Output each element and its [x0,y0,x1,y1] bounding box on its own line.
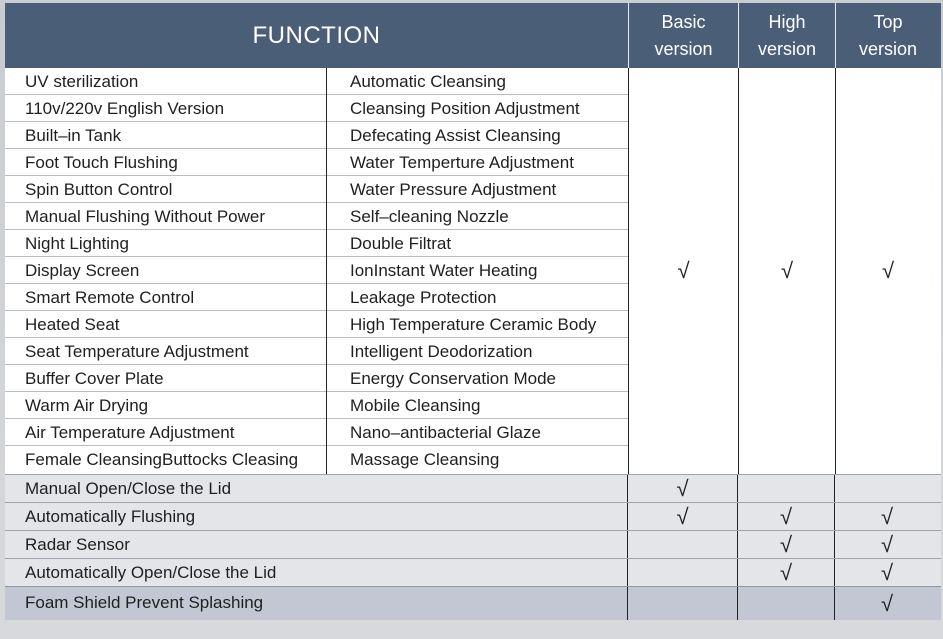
feature-cell: UV sterilization [5,68,326,95]
common-features-block [5,68,941,474]
comparison-table [5,3,941,620]
top-version-header [836,3,940,68]
feature-cell: Automatic Cleansing [327,68,628,95]
high-version-header [739,3,836,68]
header-line: Top [873,11,903,32]
feature-cell: Nano–antibacterial Glaze [327,419,628,446]
feature-cell: Spin Button Control [5,176,326,203]
table-row [5,502,941,530]
feature-cell: Energy Conservation Mode [327,365,628,392]
feature-cell: Manual Flushing Without Power [5,203,326,230]
table-row [5,530,941,558]
feature-cell: Warm Air Drying [5,392,326,419]
feature-cell: Female CleansingButtocks Cleasing [25,450,299,469]
checkmark-icon: √ [738,531,835,558]
feature-cell: Built–in Tank [5,122,326,149]
checkmark-icon: √ [780,258,794,283]
feature-cell: Seat Temperature Adjustment [5,338,326,365]
feature-cell: Double Filtrat [327,230,628,257]
feature-cell: High Temperature Ceramic Body [327,311,628,338]
feature-cell: Foot Touch Flushing [5,149,326,176]
checkmark-icon: √ [880,503,894,529]
checkmark-icon [738,475,835,502]
feature-label: Radar Sensor [5,531,628,558]
table-row [5,558,941,586]
feature-cell: Buffer Cover Plate [5,365,326,392]
feature-cell: Intelligent Deodorization [327,338,628,365]
header-line: version [654,38,713,59]
header-line: version [757,38,817,59]
basic-version-header [629,3,739,68]
checkmark-icon: √ [880,531,894,557]
table-row [5,586,941,620]
feature-cell: Water Temperture Adjustment [327,149,628,176]
feature-cell: Display Screen [5,257,326,284]
common-features-left [5,68,327,474]
checkmark-icon [628,587,738,620]
common-features-right [327,68,629,474]
feature-label: Automatically Open/Close the Lid [5,559,628,586]
feature-cell: 110v/220v English Version [5,95,326,122]
feature-cell: Smart Remote Control [5,284,326,311]
table-header [5,3,941,68]
feature-cell: Mobile Cleansing [327,392,628,419]
checkmark-icon: √ [880,559,894,585]
feature-cell: Air Temperature Adjustment [5,419,326,446]
basic-common-check [629,68,739,474]
feature-cell: IonInstant Water Heating [327,257,628,284]
feature-cell: Water Pressure Adjustment [327,176,628,203]
feature-cell: Self–cleaning Nozzle [327,203,628,230]
feature-label: Foam Shield Prevent Splashing [5,587,628,620]
feature-cell: Night Lighting [5,230,326,257]
checkmark-icon [628,559,738,586]
header-line: High [768,11,806,32]
header-line: version [858,38,918,59]
feature-cell: Leakage Protection [327,284,628,311]
checkmark-icon [628,531,738,558]
function-header: FUNCTION [5,3,629,68]
checkmark-icon: √ [881,258,895,283]
extra-features-block [5,474,941,620]
checkmark-icon: √ [738,503,835,530]
feature-cell: Massage Cleansing [350,450,500,469]
feature-cell: Heated Seat [5,311,326,338]
feature-label: Manual Open/Close the Lid [5,475,628,502]
checkmark-icon [835,475,939,502]
feature-cell: Cleansing Position Adjustment [327,95,628,122]
checkmark-icon: √ [628,503,738,530]
high-common-check [739,68,836,474]
feature-label: Automatically Flushing [5,503,628,530]
checkmark-icon: √ [880,590,894,616]
header-line: Basic [661,11,706,32]
table-row [5,474,941,502]
feature-cell: Defecating Assist Cleansing [327,122,628,149]
checkmark-icon: √ [677,258,690,283]
top-common-check [836,68,940,474]
checkmark-icon: √ [738,559,835,586]
checkmark-icon [738,587,835,620]
checkmark-icon: √ [628,475,738,502]
